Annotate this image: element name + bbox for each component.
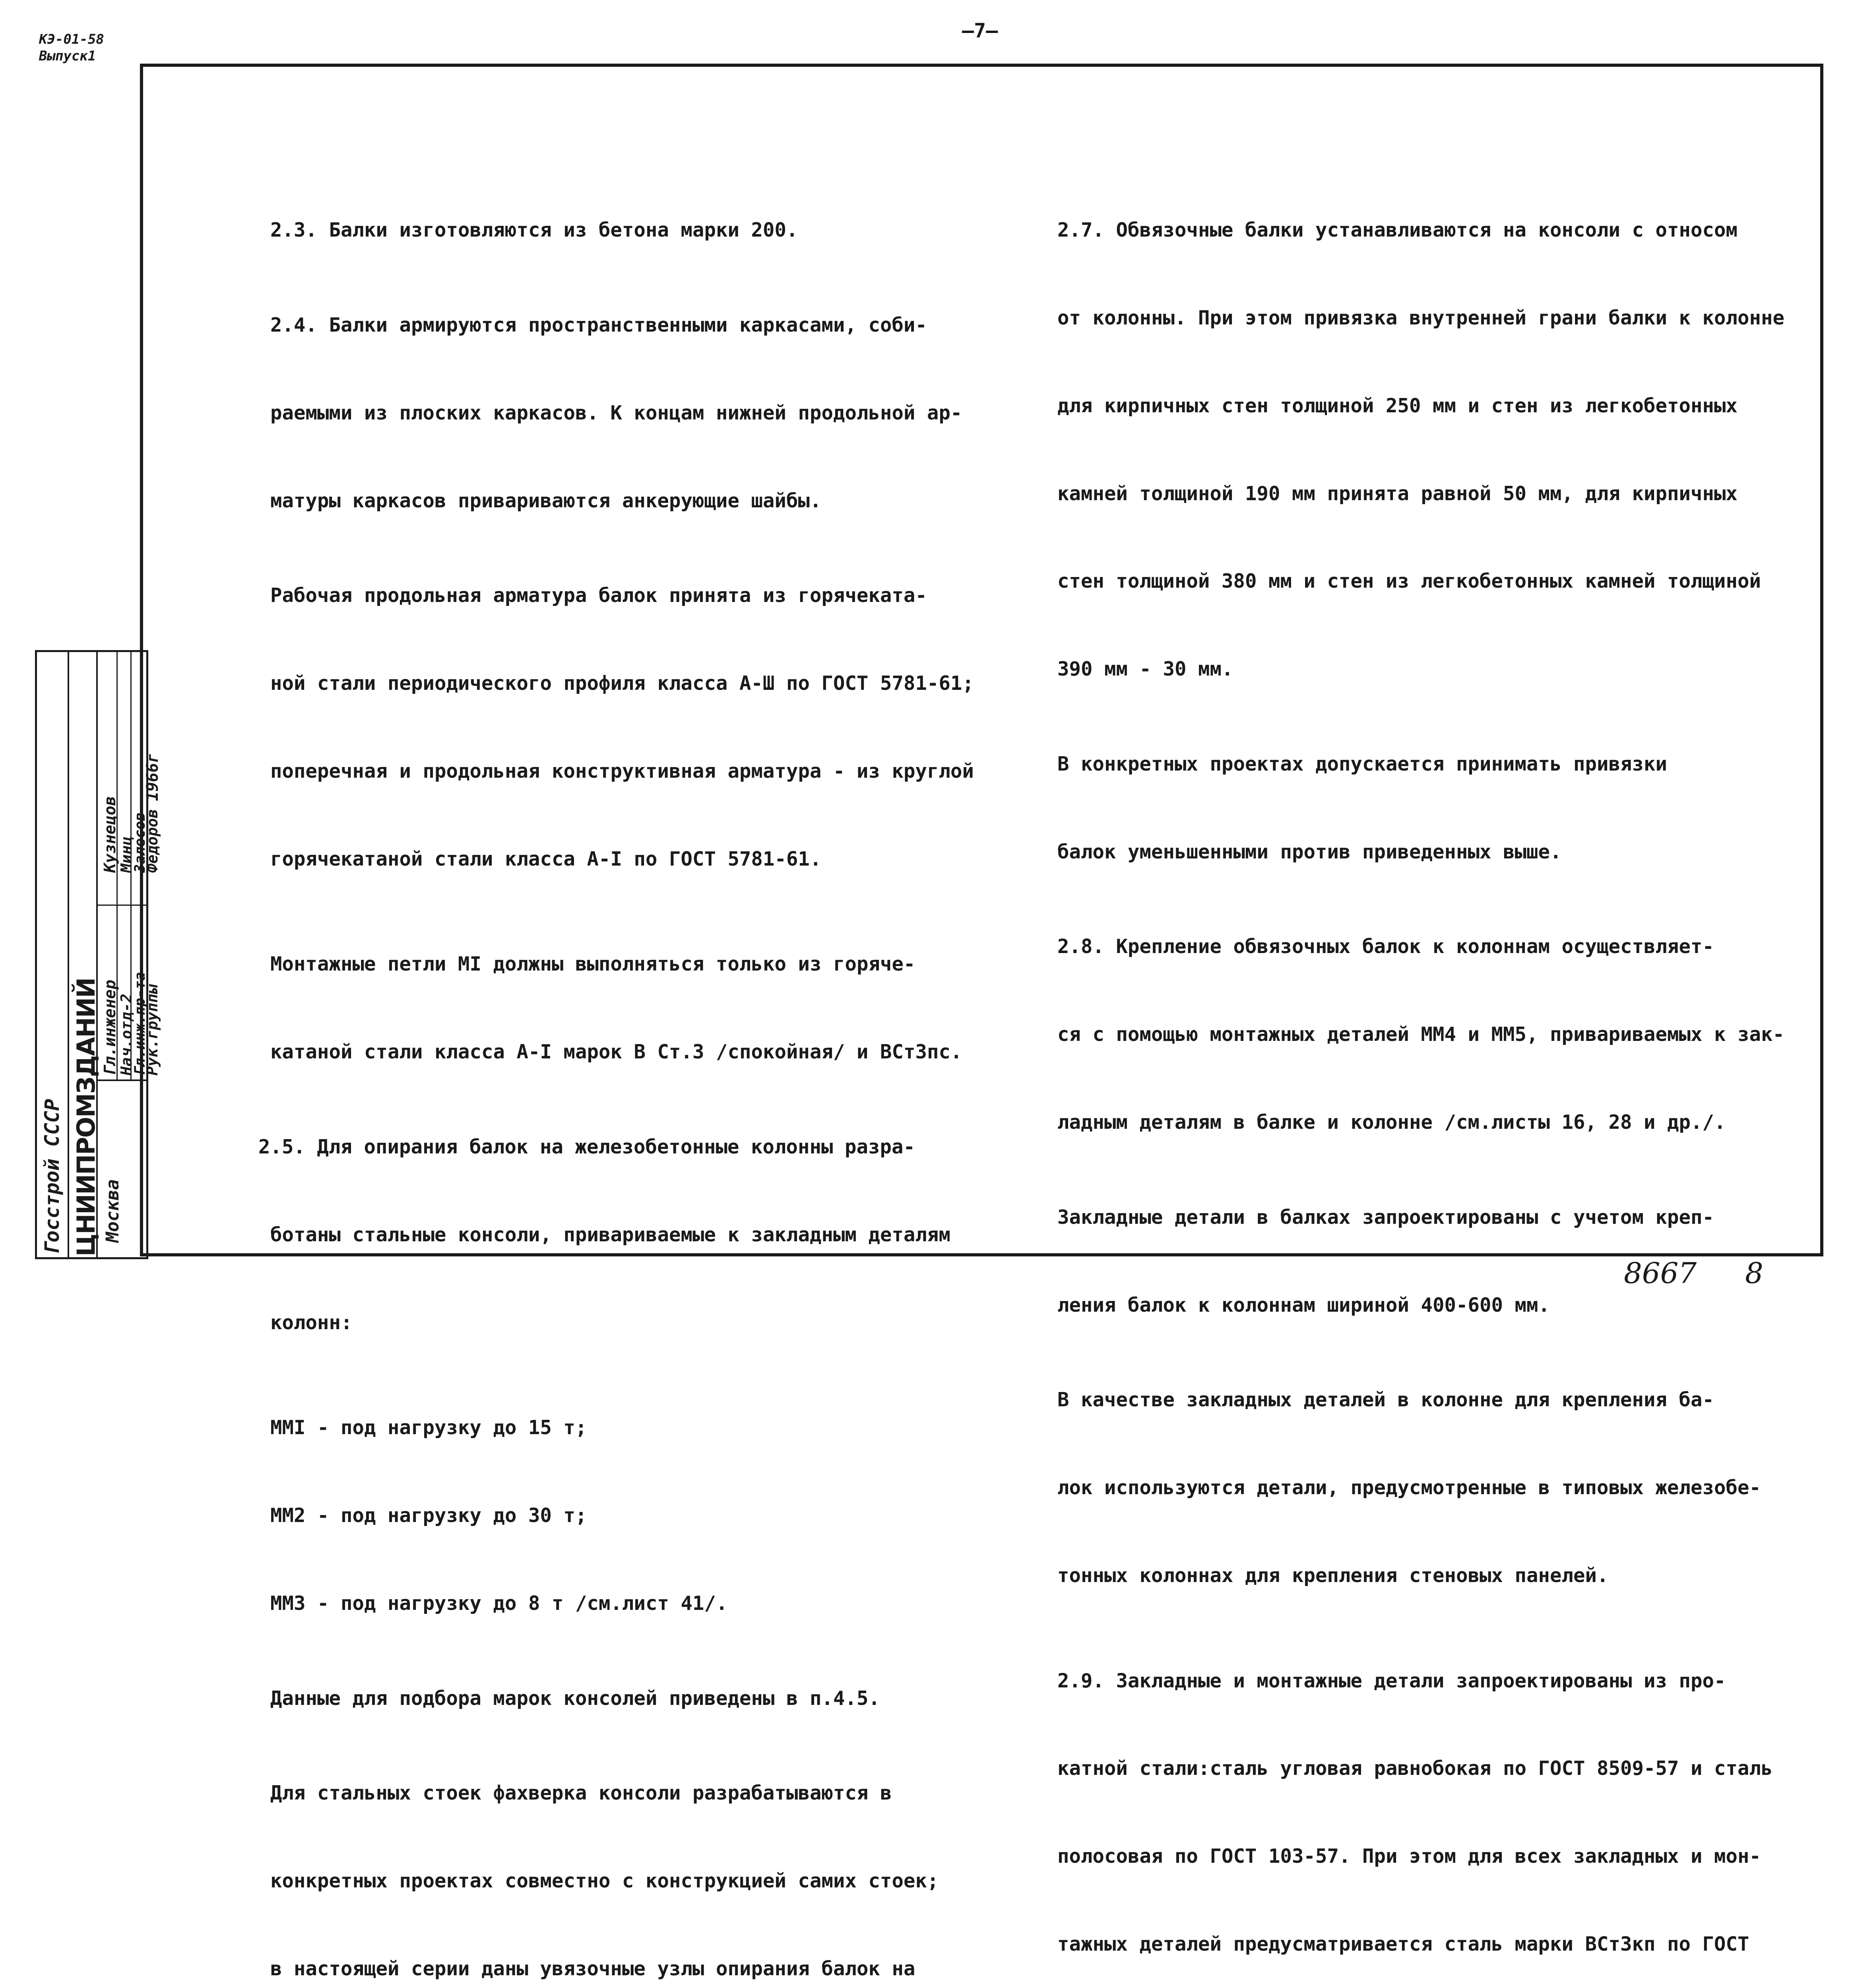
stamp-border-left <box>35 650 37 1259</box>
stamp-divider <box>68 650 69 1259</box>
stamp-name: Федоров <box>144 809 161 873</box>
text-line: Данные для подбора марок консолей приведены в п.4.5. <box>270 1687 880 1710</box>
text-line: стен толщиной 380 мм и стен из легкобетонных камней толщиной <box>1057 570 1761 593</box>
stamp-institute: ЦНИИПРОМЗДАНИЙ <box>72 978 101 1256</box>
text-line: ся с помощью монтажных деталей ММ4 и ММ5, привариваемых к зак- <box>1057 1023 1785 1046</box>
sheet-number: 8 <box>1745 1256 1763 1290</box>
text-line: 2.5. Для опирания балок на железобетонные колонны разра- <box>258 1136 915 1158</box>
text-line: ладным деталям в балке и колонне /см.листы 16, 28 и др./. <box>1057 1111 1726 1134</box>
text-line: ММ2 - под нагрузку до 30 т; <box>270 1504 587 1527</box>
text-line: ММI - под нагрузку до 15 т; <box>270 1416 587 1439</box>
stamp-name: Залесов <box>132 812 148 873</box>
text-line: 2.9. Закладные и монтажные детали запроектированы из про- <box>1057 1669 1726 1692</box>
issue-label: Выпуск1 <box>39 48 96 64</box>
stamp-city: Москва <box>103 1179 123 1242</box>
text-line: В качестве закладных деталей в колонне для крепления ба- <box>1057 1388 1714 1411</box>
text-line: Закладные детали в балках запроектированы с учетом креп- <box>1057 1206 1714 1229</box>
stamp-divider <box>96 905 146 906</box>
text-line: Рабочая продольная арматура балок принята из горячеката- <box>270 584 927 607</box>
text-line: 2.8. Крепление обвязочных балок к колоннам осуществляет- <box>1057 935 1714 958</box>
stamp-border-right <box>146 650 148 1259</box>
stamp-border-bottom <box>35 1257 148 1259</box>
text-line: ления балок к колоннам шириной 400-600 мм. <box>1057 1293 1550 1316</box>
stamp-role: Гл.инж.пр-та <box>132 972 148 1076</box>
left-column <box>258 157 974 1988</box>
page-number: —7— <box>962 19 998 42</box>
text-line: Для стальных стоек фахверка консоли разрабатываются в <box>270 1782 892 1805</box>
stamp-year: 1966г <box>144 753 162 801</box>
text-line: лок используются детали, предусмотренные в типовых железобе- <box>1057 1476 1761 1499</box>
text-line: тонных колоннах для крепления стеновых панелей. <box>1057 1564 1609 1587</box>
text-line: 2.4. Балки армируются пространственными каркасами, соби- <box>270 313 927 336</box>
text-line: ММ3 - под нагрузку до 8 т /см.лист 41/. <box>270 1592 728 1615</box>
text-line: матуры каркасов привариваются анкерующие шайбы. <box>270 489 822 512</box>
series-code: КЭ-01-58 <box>39 31 104 47</box>
text-line: горячекатаной стали класса А-I по ГОСТ 5781-61. <box>270 847 822 870</box>
stamp-role: Рук.группы <box>144 984 161 1076</box>
text-line: колонн: <box>270 1311 353 1334</box>
text-line: камней толщиной 190 мм принята равной 50 мм, для кирпичных <box>1057 482 1738 505</box>
text-line: ботаны стальные консоли, привариваемые к закладным деталям <box>270 1223 951 1246</box>
text-line: раемыми из плоских каркасов. К концам нижней продольной ар- <box>270 401 962 424</box>
text-line: полосовая по ГОСТ 103-57. При этом для всех закладных и мон- <box>1057 1845 1761 1868</box>
stamp-role: Нач.отд-2 <box>118 994 135 1076</box>
text-line: ной стали периодического профиля класса А-Ш по ГОСТ 5781-61; <box>270 672 974 695</box>
stamp-name: Кузнецов <box>101 796 119 873</box>
text-line: от колонны. При этом привязка внутренней грани балки к колонне <box>1057 306 1785 329</box>
stamp-org: Госстрой СССР <box>41 1099 64 1254</box>
text-line: 2.7. Обвязочные балки устанавливаются на консоли с относом <box>1057 219 1738 242</box>
text-line: балок уменьшенными против приведенных выше. <box>1057 840 1562 863</box>
text-line: 390 мм - 30 мм. <box>1057 658 1233 681</box>
text-line: конкретных проектах совместно с конструкцией самих стоек; <box>270 1870 939 1893</box>
text-line: Монтажные петли MI должны выполняться только из горяче- <box>270 953 915 976</box>
text-line: катной стали:сталь угловая равнобокая по ГОСТ 8509-57 и сталь <box>1057 1757 1773 1780</box>
right-column <box>1057 157 1784 1988</box>
text-line: 2.3. Балки изготовляются из бетона марки 200. <box>270 219 798 242</box>
title-block-stamp <box>35 650 148 1259</box>
stamp-divider <box>96 1079 146 1081</box>
stamp-role: Гл.инженер <box>101 980 119 1076</box>
archive-number: 8667 <box>1624 1256 1697 1290</box>
text-line: В конкретных проектах допускается принимать привязки <box>1057 752 1668 775</box>
text-line: для кирпичных стен толщиной 250 мм и стен из легкобетонных <box>1057 394 1738 417</box>
document-code <box>39 31 104 64</box>
text-line: катаной стали класса А-I марок В Ст.3 /спокойная/ и ВСт3пс. <box>270 1041 962 1064</box>
text-line: поперечная и продольная конструктивная арматура - из круглой <box>270 759 974 782</box>
stamp-name: Минц <box>118 836 135 873</box>
text-line: в настоящей серии даны увязочные узлы опирания балок на <box>270 1957 915 1980</box>
text-line: тажных деталей предусматривается сталь марки ВСт3кп по ГОСТ <box>1057 1933 1749 1956</box>
